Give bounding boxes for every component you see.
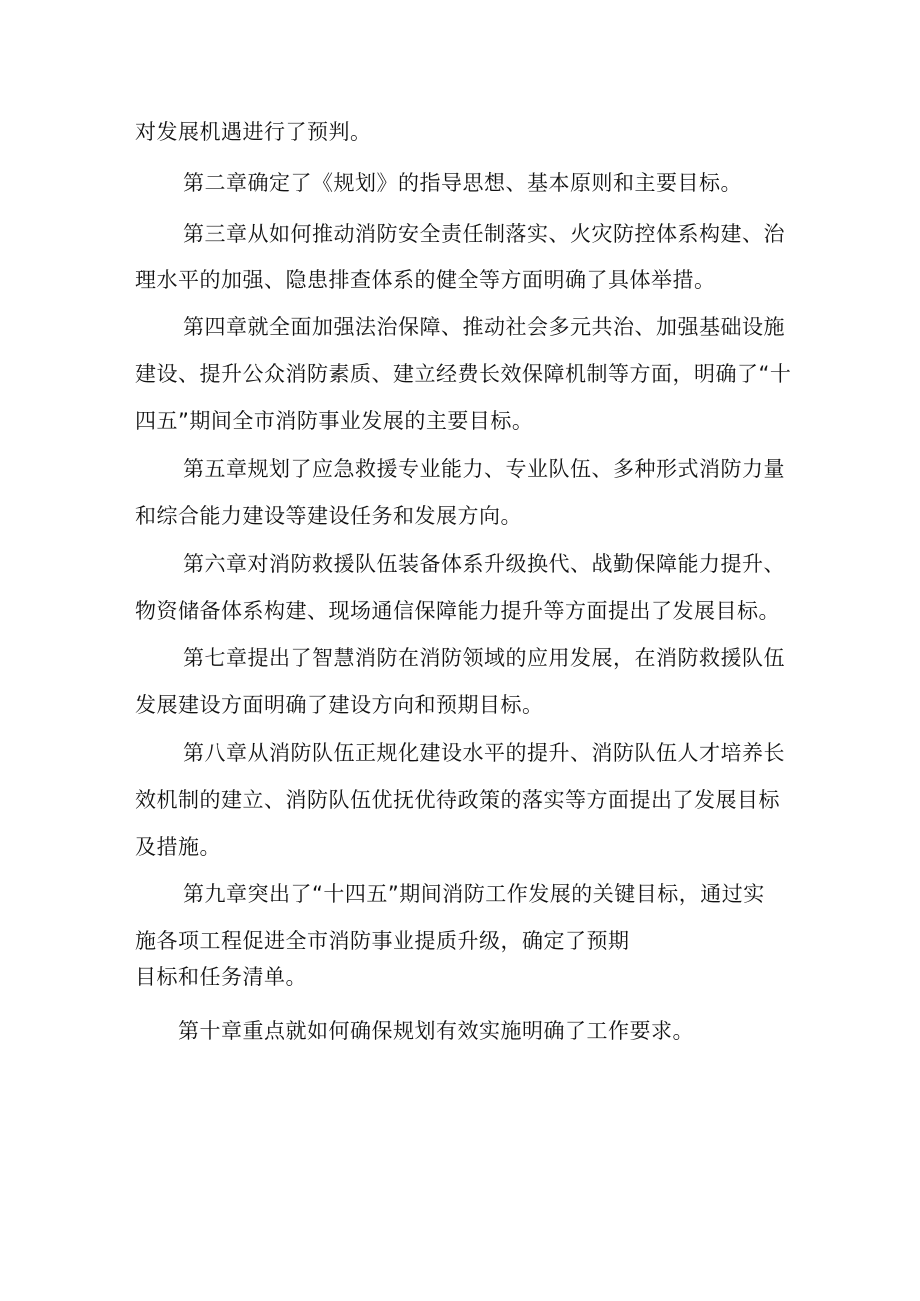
text-line: 和综合能力建设等建设任务和发展方向。 <box>135 504 522 528</box>
text-line: 对发展机遇进行了预判。 <box>135 120 372 144</box>
text-line: 第八章从消防队伍正规化建设水平的提升、消防队伍人才培养长 <box>183 741 785 765</box>
text-line: 四五”期间全市消防事业发展的主要目标。 <box>135 409 534 433</box>
text-line: 第二章确定了《规划》的指导思想、基本原则和主要目标。 <box>183 171 742 195</box>
text-line: 理水平的加强、隐患排查体系的健全等方面明确了具体举措。 <box>135 268 716 292</box>
text-line: 第六章对消防救援队伍装备体系升级换代、战勤保障能力提升、 <box>183 552 785 576</box>
text-line: 第九章突出了“十四五”期间消防工作发展的关键目标，通过实 <box>183 882 765 906</box>
text-line: 第三章从如何推动消防安全责任制落实、火灾防控体系构建、治 <box>183 222 785 246</box>
text-line: 发展建设方面明确了建设方向和预期目标。 <box>135 693 544 717</box>
text-line: 施各项工程促进全市消防事业提质升级，确定了预期 <box>135 929 630 953</box>
text-line: 第十章重点就如何确保规划有效实施明确了工作要求。 <box>178 1019 694 1043</box>
text-line: 物资储备体系构建、现场通信保障能力提升等方面提出了发展目标。 <box>135 599 780 623</box>
text-line: 效机制的建立、消防队伍优抚优待政策的落实等方面提出了发展目标 <box>135 788 780 812</box>
text-line: 第七章提出了智慧消防在消防领域的应用发展，在消防救援队伍 <box>183 646 785 670</box>
text-line: 及措施。 <box>135 835 221 859</box>
text-line: 第四章就全面加强法治保障、推动社会多元共治、加强基础设施 <box>183 315 785 339</box>
text-line: 第五章规划了应急救援专业能力、专业队伍、多种形式消防力量 <box>183 457 785 481</box>
text-line: 建设、提升公众消防素质、建立经费长效保障机制等方面，明确了“十 <box>135 362 792 386</box>
text-line: 目标和任务清单。 <box>135 965 307 989</box>
